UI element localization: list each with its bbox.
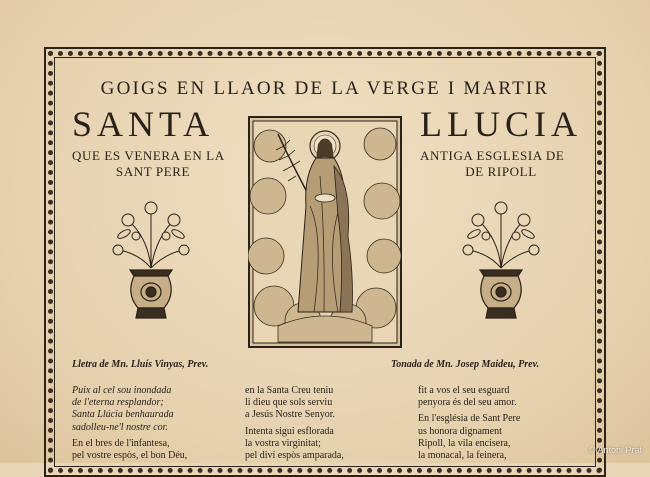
verse-line: de l'eterna resplandor; (72, 397, 164, 409)
verse-line: En l'església de Sant Pere (418, 413, 521, 425)
saint-lucy-engraving (248, 116, 402, 348)
copyright-watermark: © Antoni Prat (588, 445, 642, 455)
subtitle-right-1: ANTIGA ESGLESIA DE (420, 148, 565, 163)
verse-line: li dieu que sols serviu (245, 397, 333, 409)
music-credit: Tonada de Mn. Josep Maideu, Prev. (391, 359, 540, 370)
verse-line: a Jesús Nostre Senyor. (245, 409, 335, 421)
title-santa: SANTA (72, 104, 215, 144)
title-line: GOIGS EN LLAOR DE LA VERGE I MARTIR (100, 78, 550, 99)
subtitle-left-1: QUE ES VENERA EN LA (72, 148, 225, 163)
verse-line: Santa Llúcia benhaurada (72, 409, 174, 421)
verse-line: penyora és del seu amor. (418, 397, 517, 409)
subtitle-left-2: SANT PERE (115, 164, 191, 179)
verse-column-1 (72, 385, 234, 462)
verse-line: la vostra virginitat; (245, 437, 321, 449)
verse-column-3 (418, 385, 588, 462)
verse-line: us honora dignament (418, 425, 502, 437)
verse-line: Puix al cel sou inondada (72, 385, 172, 396)
verse-line: en la Santa Creu teniu (245, 385, 334, 396)
verse-line: En el bres de l'infantesa, (72, 437, 170, 449)
verse-line: sadolleu-ne'l nostre cor. (72, 421, 168, 433)
verse-line: la monacal, la feinera, (418, 450, 507, 462)
lyrics-credit: Lletra de Mn. Lluís Vinyas, Prev. (72, 359, 209, 370)
verse-column-2 (245, 385, 395, 462)
title-llucia: LLUCIA (420, 104, 582, 144)
verse-line: fit a vos el seu esguard (418, 385, 510, 396)
subtitle-right-2: DE RIPOLL (465, 164, 537, 179)
verse-line: Ripoll, la vila encisera, (418, 437, 511, 449)
verse-line: pel vostre espòs, el bon Déu, (72, 450, 188, 462)
flower-vase-right (458, 198, 544, 328)
verse-line: pel diví espòs amparada, (245, 450, 344, 462)
flower-vase-left (108, 198, 194, 328)
verse-line: Intenta sigui esflorada (245, 425, 334, 437)
